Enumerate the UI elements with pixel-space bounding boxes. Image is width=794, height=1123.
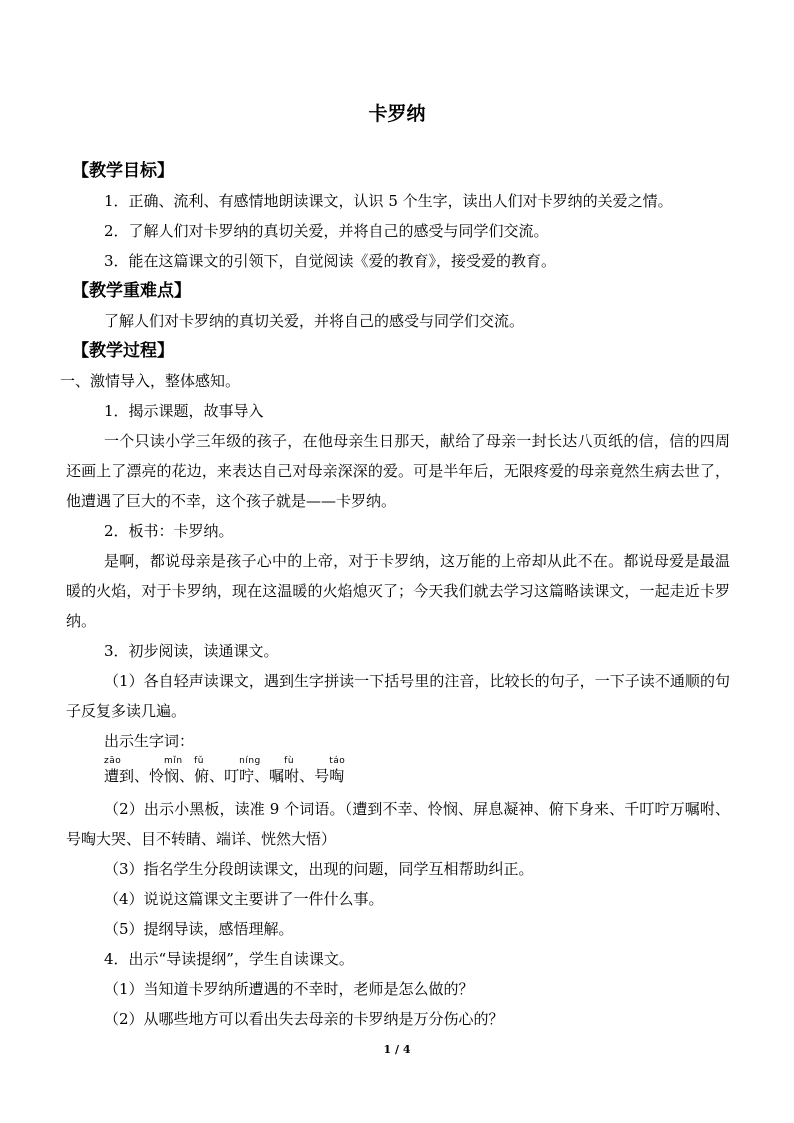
- word-char: 怜: [149, 767, 165, 785]
- pinyin-annotation: táo: [329, 756, 346, 766]
- sub-step: 4．出示“导读提纲”，学生自读课文。: [104, 950, 354, 968]
- sub-step: 3．初步阅读，读通课文。: [104, 642, 279, 660]
- word-separator: 到、: [119, 767, 150, 785]
- annotated-char: níng 咛: [239, 756, 261, 785]
- goal-item: 1．正确、流利、有感情地朗读课文，认识 5 个生字，读出人们对卡罗纳的关爱之情。: [104, 192, 673, 210]
- goal-item: 2．了解人们对卡罗纳的真切关爱，并将自己的感受与同学们交流。: [104, 222, 549, 240]
- word-separator: 、: [179, 767, 195, 785]
- process-heading: 【教学过程】: [72, 341, 174, 361]
- step-heading: 一、激情导入，整体感知。: [60, 372, 241, 390]
- show-words-label: 出示生字词：: [104, 732, 195, 750]
- annotated-char: fǔ 俯: [194, 756, 210, 785]
- annotated-char: táo 啕: [329, 756, 346, 785]
- page-number: 1 / 4: [383, 1043, 411, 1056]
- pinyin-annotation: mǐn: [164, 756, 183, 766]
- page-title: 卡罗纳: [368, 103, 426, 125]
- pinyin-annotation: níng: [239, 756, 261, 766]
- goals-heading: 【教学目标】: [72, 161, 174, 181]
- reading-instruction: （1）各自轻声读课文，遇到生字拼读一下括号里的注音，比较长的句子，一下子读不通顺的句子反复多读几遍。: [66, 672, 730, 720]
- sub-item: （4）说说这篇课文主要讲了一件什么事。: [104, 890, 384, 908]
- pinyin-annotation: fù: [284, 756, 295, 766]
- annotated-char: fù 咐: [284, 756, 300, 785]
- sub-step: 1．揭示课题，故事导入: [104, 402, 264, 420]
- word-char: 嘱: [269, 767, 285, 785]
- sub-item: （5）提纲导读，感悟理解。: [104, 920, 294, 938]
- key-points-text: 了解人们对卡罗纳的真切关爱，并将自己的感受与同学们交流。: [104, 312, 525, 330]
- annotated-char: mǐn 悯: [164, 756, 183, 785]
- word-char: 叮: [224, 767, 240, 785]
- word-separator: 、: [209, 767, 225, 785]
- word-separator: 、: [299, 767, 315, 785]
- sub-step: 2．板书：卡罗纳。: [104, 522, 234, 540]
- intro-paragraph: 是啊，都说母亲是孩子心中的上帝，对于卡罗纳，这万能的上帝却从此不在。都说母爱是最温暖的火焰，对于卡罗纳，现在这温暖的火焰熄灭了；今天我们就去学习这篇略读课文，一起走近卡罗纳。: [66, 552, 730, 630]
- word-separator: 、: [254, 767, 270, 785]
- goal-item: 3．能在这篇课文的引领下，自觉阅读《爱的教育》，接受爱的教育。: [104, 252, 557, 270]
- annotated-char: zāo 遭: [104, 756, 122, 785]
- word-char: 号: [314, 767, 330, 785]
- document-body: [60, 156, 730, 1034]
- guide-question: （1）当知道卡罗纳所遭遇的不幸时，老师是怎么做的？: [104, 980, 474, 998]
- pinyin-annotation: fǔ: [194, 756, 204, 766]
- word-list-instruction: （2）出示小黑板，读准 9 个词语。（遭到不幸、怜悯、屏息凝神、俯下身来、千叮咛万嘱咐、号啕大哭、目不转睛、端详、恍然大悟）: [66, 800, 730, 848]
- sub-item: （3）指名学生分段朗读课文，出现的问题，同学互相帮助纠正。: [104, 860, 534, 878]
- pinyin-annotation: zāo: [104, 756, 122, 766]
- key-points-heading: 【教学重难点】: [72, 281, 191, 301]
- new-words-line: [66, 756, 730, 794]
- story-paragraph: 一个只读小学三年级的孩子，在他母亲生日那天，献给了母亲一封长达八页纸的信，信的四周还画上了漂亮的花边，来表达自己对母亲深深的爱。可是半年后，无限疼爱的母亲竟然生病去世了，他遭遇了巨大的不幸，这个孩子就是——卡罗纳。: [66, 432, 730, 510]
- guide-question: （2）从哪些地方可以看出失去母亲的卡罗纳是万分伤心的？: [104, 1010, 504, 1028]
